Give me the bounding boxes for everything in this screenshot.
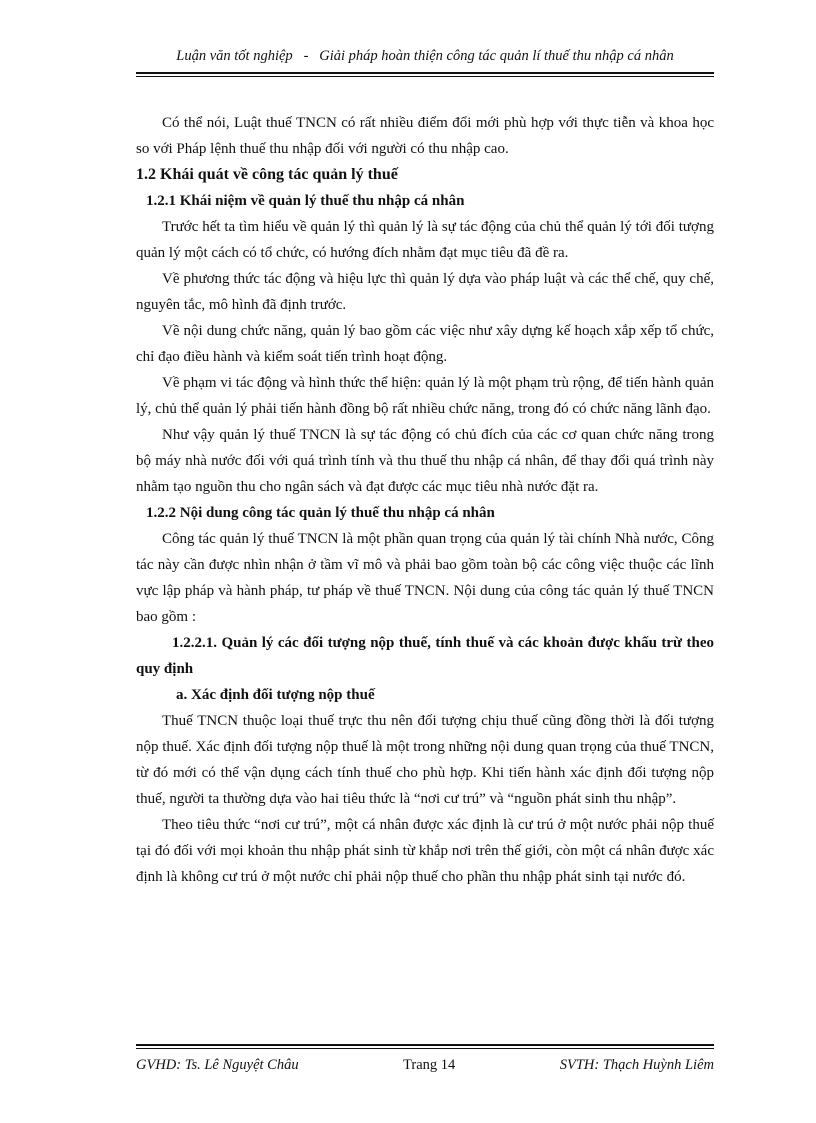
header-rule <box>136 72 714 77</box>
paragraph: Về phương thức tác động và hiệu lực thì quản lý dựa vào pháp luật và các thể chế, quy chế, nguyên tắc, mô hình đã định trước. <box>136 271 714 313</box>
subsubsection-heading: 1.2.2.1. Quản lý các đối tượng nộp thuế, tính thuế và các khoản được khấu trừ theo quy định <box>136 635 714 677</box>
footer-advisor: GVHD: Ts. Lê Nguyệt Châu <box>136 1057 299 1073</box>
item-heading: a. Xác định đối tượng nộp thuế <box>176 687 375 703</box>
paragraph: Về nội dung chức năng, quản lý bao gồm các việc như xây dựng kế hoạch xắp xếp tổ chức, chỉ đạo điều hành và kiểm soát tiến trình hoạt động. <box>136 323 714 365</box>
page-body <box>136 110 714 890</box>
paragraph: Như vậy quản lý thuế TNCN là sự tác động có chủ đích của các cơ quan chức năng trong bộ máy nhà nước đối với quá trình tính và thu thuế thu nhập cá nhân, để thay đổi quá trình này nhằm tạo nguồn thu cho ngân sách và đạt được các mục tiêu nhà nước đặt ra. <box>136 427 714 495</box>
footer-page-number: Trang 14 <box>403 1057 456 1073</box>
paragraph: Theo tiêu thức “nơi cư trú”, một cá nhân được xác định là cư trú ở một nước phải nộp thuế tại đó đối với mọi khoản thu nhập phát sinh từ khắp nơi trên thế giới, còn một cá nhân được xác định là không cư trú ở một nước chỉ phải nộp thuế cho phần thu nhập phát sinh tại nước đó. <box>136 817 714 885</box>
paragraph: Trước hết ta tìm hiểu về quản lý thì quản lý là sự tác động của chủ thể quản lý tới đối tượng quản lý một cách có tổ chức, có hướng đích nhằm đạt mục tiêu đã đề ra. <box>136 219 714 261</box>
subsection-heading: 1.2.1 Khái niệm về quản lý thuế thu nhập cá nhân <box>146 193 465 209</box>
footer-rule <box>136 1044 714 1049</box>
paragraph: Thuế TNCN thuộc loại thuế trực thu nên đối tượng chịu thuế cũng đồng thời là đối tượng nộp thuế. Xác định đối tượng nộp thuế là một trong những nội dung quan trọng của thuế TNCN, từ đó mới có thể vận dụng cách tính thuế cho phù hợp. Khi tiến hành xác định đối tượng nộp thuế, người ta thường dựa vào hai tiêu thức là “nơi cư trú” và “nguồn phát sinh thu nhập”. <box>136 713 715 807</box>
paragraph: Về phạm vi tác động và hình thức thể hiện: quản lý là một phạm trù rộng, để tiến hành quản lý, chủ thể quản lý phải tiến hành đồng bộ rất nhiều chức năng, trong đó có chức năng lãnh đạo. <box>136 375 714 417</box>
section-heading: 1.2 Khái quát về công tác quản lý thuế <box>136 166 398 183</box>
running-footer <box>136 1057 714 1074</box>
subsection-heading: 1.2.2 Nội dung công tác quản lý thuế thu nhập cá nhân <box>146 505 495 521</box>
running-header <box>136 48 714 65</box>
paragraph: Có thể nói, Luật thuế TNCN có rất nhiều điểm đổi mới phù hợp với thực tiễn và khoa học so với Pháp lệnh thuế thu nhập đối với người có thu nhập cao. <box>136 115 714 157</box>
header-thesis-title: Giải pháp hoàn thiện công tác quản lí thuế thu nhập cá nhân <box>319 48 674 64</box>
header-thesis-label: Luận văn tốt nghiệp <box>176 48 293 64</box>
header-separator: - <box>303 48 309 64</box>
paragraph: Công tác quản lý thuế TNCN là một phần quan trọng của quản lý tài chính Nhà nước, Công tác này cần được nhìn nhận ở tầm vĩ mô và phải bao gồm toàn bộ các công việc thuộc các lĩnh vực lập pháp và hành pháp, tư pháp về thuế TNCN. Nội dung của công tác quản lý thuế TNCN bao gồm : <box>136 531 714 625</box>
footer-student: SVTH: Thạch Huỳnh Liêm <box>559 1057 714 1073</box>
